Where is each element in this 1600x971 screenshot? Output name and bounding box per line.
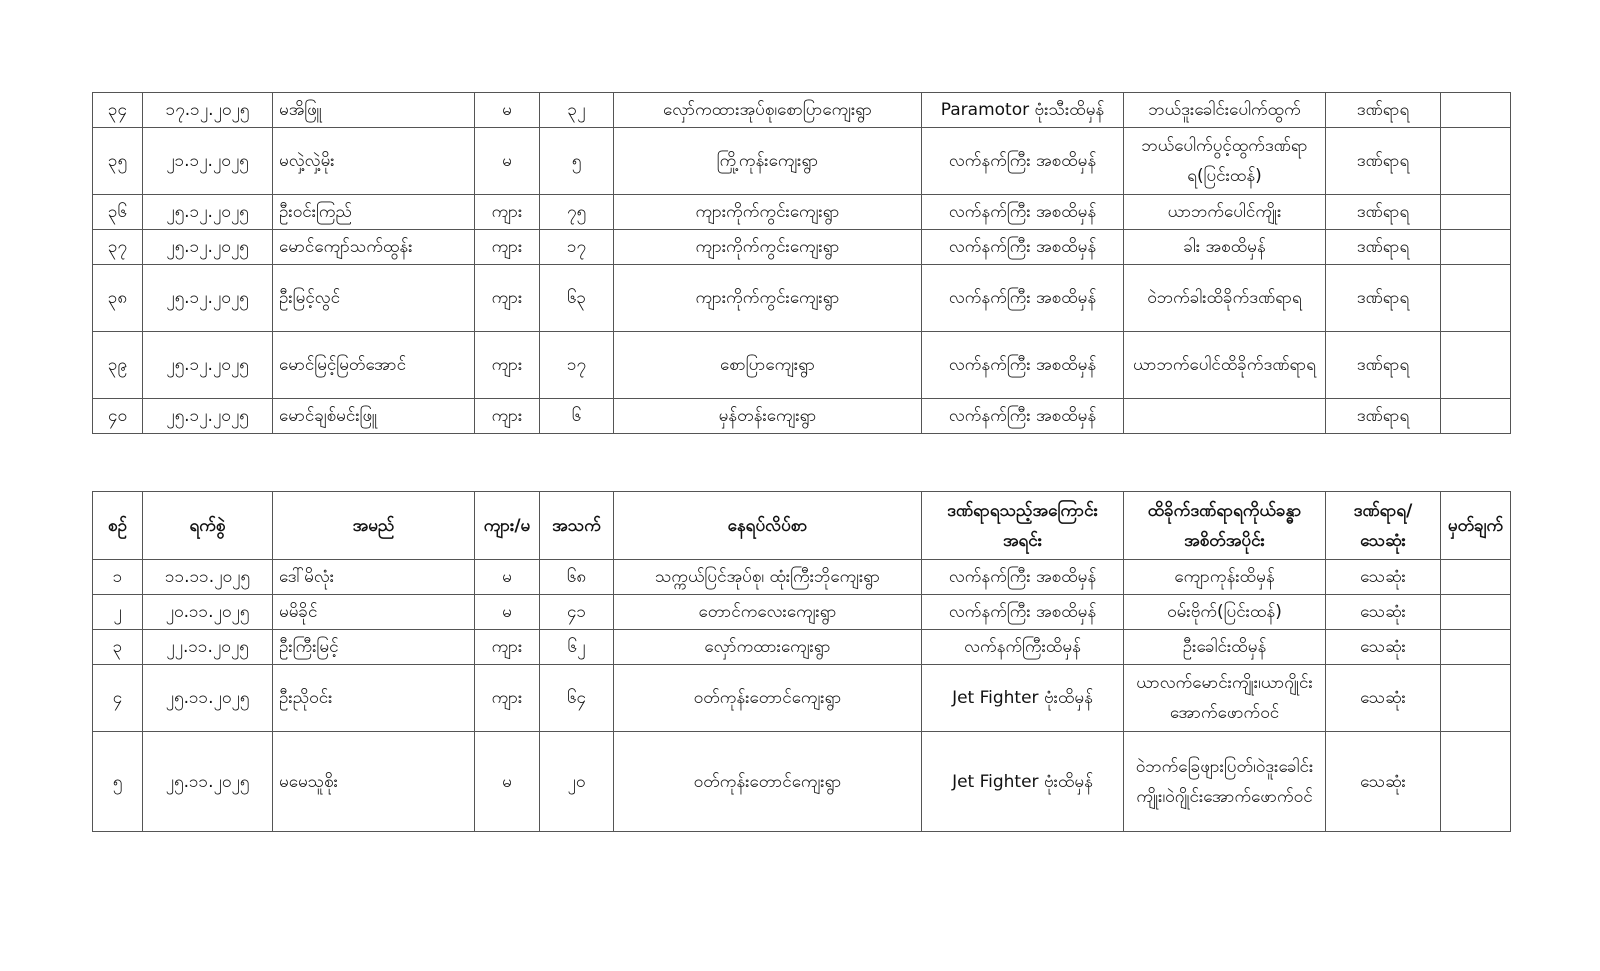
row-date: ၂၅.၁၂.၂၀၂၅ (143, 399, 273, 434)
table-row (93, 93, 1511, 128)
table-row (93, 128, 1511, 195)
row-name: ဦးညိုဝင်း (273, 665, 475, 732)
row-status: ဒဏ်ရာရ (1326, 265, 1441, 332)
row-age: ၆၂ (540, 630, 614, 665)
row-injury: ခါး အစထိမှန် (1124, 230, 1326, 265)
row-status: ဒဏ်ရာရ (1326, 195, 1441, 230)
header-cause: ဒဏ်ရာရသည့်အကြောင်းအရင်း (922, 492, 1124, 560)
row-gender: မ (475, 595, 540, 630)
row-remark (1441, 195, 1511, 230)
row-cause: လက်နက်ကြီး အစထိမှန် (922, 332, 1124, 399)
row-injury: ဝဲဘက်ခါးထိခိုက်ဒဏ်ရာရ (1124, 265, 1326, 332)
row-status: သေဆုံး (1326, 595, 1441, 630)
row-gender: ကျား (475, 230, 540, 265)
row-date: ၂၅.၁၂.၂၀၂၅ (143, 332, 273, 399)
row-cause: Jet Fighter ဗုံးထိမှန် (922, 665, 1124, 732)
row-cause: လက်နက်ကြီး အစထိမှန် (922, 195, 1124, 230)
row-remark (1441, 93, 1511, 128)
row-remark (1441, 630, 1511, 665)
row-address: ဝတ်ကုန်းတောင်ကျေးရွာ (614, 732, 922, 832)
row-injury: ဝမ်းဗိုက်(ပြင်းထန်) (1124, 595, 1326, 630)
row-cause: Jet Fighter ဗုံးထိမှန် (922, 732, 1124, 832)
row-age: ၆၄ (540, 665, 614, 732)
table-row (93, 265, 1511, 332)
row-address: စောပြာကျေးရွာ (614, 332, 922, 399)
row-number: ၄၀ (93, 399, 143, 434)
row-name: ဦးဝင်းကြည် (273, 195, 475, 230)
row-address: ကျားကိုက်ကွင်းကျေးရွာ (614, 230, 922, 265)
table-row (93, 230, 1511, 265)
row-age: ၃၂ (540, 93, 614, 128)
row-status: ဒဏ်ရာရ (1326, 230, 1441, 265)
header-age: အသက် (540, 492, 614, 560)
row-address: ကျားကိုက်ကွင်းကျေးရွာ (614, 265, 922, 332)
row-status: သေဆုံး (1326, 665, 1441, 732)
row-cause: လက်နက်ကြီး အစထိမှန် (922, 595, 1124, 630)
row-gender: ကျား (475, 665, 540, 732)
row-cause: Paramotor ဗုံးသီးထိမှန် (922, 93, 1124, 128)
row-name: ဦးမြင့်လွင် (273, 265, 475, 332)
row-status: သေဆုံး (1326, 732, 1441, 832)
table-row (93, 595, 1511, 630)
row-gender: မ (475, 93, 540, 128)
row-number: ၄ (93, 665, 143, 732)
row-address: ကြို့ကုန်းကျေးရွာ (614, 128, 922, 195)
row-address: ကျားကိုက်ကွင်းကျေးရွာ (614, 195, 922, 230)
row-date: ၂၅.၁၁.၂၀၂၅ (143, 732, 273, 832)
row-address: လှော်ကထားကျေးရွာ (614, 630, 922, 665)
row-injury: ဘယ်ပေါက်ပွင့်ထွက်ဒဏ်ရာရ(ပြင်းထန်) (1124, 128, 1326, 195)
row-gender: ကျား (475, 332, 540, 399)
row-remark (1441, 560, 1511, 595)
row-remark (1441, 332, 1511, 399)
table-row (93, 399, 1511, 434)
table-row (93, 332, 1511, 399)
deaths-table (92, 491, 1511, 832)
row-gender: ကျား (475, 265, 540, 332)
header-date: ရက်စွဲ (143, 492, 273, 560)
row-remark (1441, 732, 1511, 832)
row-injury: ယာဘက်ပေါင်ကျိုး (1124, 195, 1326, 230)
header-status: ဒဏ်ရာရ/သေဆုံး (1326, 492, 1441, 560)
table-row (93, 630, 1511, 665)
row-name: မောင်ချစ်မင်းဖြူ (273, 399, 475, 434)
row-address: ဝတ်ကုန်းတောင်ကျေးရွာ (614, 665, 922, 732)
row-injury: ယာဘက်ပေါင်ထိခိုက်ဒဏ်ရာရ (1124, 332, 1326, 399)
header-injury: ထိခိုက်ဒဏ်ရာရကိုယ်ခန္ဓာအစိတ်အပိုင်း (1124, 492, 1326, 560)
row-age: ၁၇ (540, 332, 614, 399)
row-gender: ကျား (475, 195, 540, 230)
row-date: ၂၁.၁၂.၂၀၂၅ (143, 128, 273, 195)
row-number: ၂ (93, 595, 143, 630)
header-number: စဉ် (93, 492, 143, 560)
row-age: ၆၃ (540, 265, 614, 332)
table-header-row (93, 492, 1511, 560)
row-age: ၄၁ (540, 595, 614, 630)
row-name: မလှဲ့လှဲ့မိုး (273, 128, 475, 195)
row-status: သေဆုံး (1326, 560, 1441, 595)
row-name: မမေသူစိုး (273, 732, 475, 832)
table-row (93, 665, 1511, 732)
row-injury: ဦးခေါင်းထိမှန် (1124, 630, 1326, 665)
row-name: မအိဖြူ (273, 93, 475, 128)
row-number: ၃၇ (93, 230, 143, 265)
row-age: ၇၅ (540, 195, 614, 230)
row-date: ၂၅.၁၂.၂၀၂၅ (143, 195, 273, 230)
row-age: ၅ (540, 128, 614, 195)
row-number: ၁ (93, 560, 143, 595)
header-gender: ကျား/မ (475, 492, 540, 560)
header-name: အမည် (273, 492, 475, 560)
row-injury (1124, 399, 1326, 434)
row-injury: ဘယ်ဒူးခေါင်းပေါက်ထွက် (1124, 93, 1326, 128)
row-gender: ကျား (475, 630, 540, 665)
row-address: တောင်ကလေးကျေးရွာ (614, 595, 922, 630)
table-row (93, 560, 1511, 595)
row-remark (1441, 265, 1511, 332)
row-gender: မ (475, 732, 540, 832)
row-number: ၃၅ (93, 128, 143, 195)
row-gender: မ (475, 560, 540, 595)
row-remark (1441, 665, 1511, 732)
row-name: မောင်မြင့်မြတ်အောင် (273, 332, 475, 399)
row-date: ၂၀.၁၁.၂၀၂၅ (143, 595, 273, 630)
row-address: လှော်ကထားအုပ်စု၊စောပြာကျေးရွာ (614, 93, 922, 128)
row-status: ဒဏ်ရာရ (1326, 128, 1441, 195)
row-age: ၆၈ (540, 560, 614, 595)
row-address: မှန်တန်းကျေးရွာ (614, 399, 922, 434)
header-remark: မှတ်ချက် (1441, 492, 1511, 560)
row-name: မမိခိုင် (273, 595, 475, 630)
row-name: ဦးကြီးမြင့် (273, 630, 475, 665)
row-date: ၁၁.၁၁.၂၀၂၅ (143, 560, 273, 595)
row-number: ၃၈ (93, 265, 143, 332)
row-remark (1441, 399, 1511, 434)
row-remark (1441, 595, 1511, 630)
table-row (93, 732, 1511, 832)
row-cause: လက်နက်ကြီး အစထိမှန် (922, 560, 1124, 595)
row-gender: ကျား (475, 399, 540, 434)
row-name: ဒေါ်မိလုံး (273, 560, 475, 595)
row-address: သက္ကယ်ပြင်အုပ်စု၊ ထုံးကြီးဘိုကျေးရွာ (614, 560, 922, 595)
row-remark (1441, 230, 1511, 265)
row-status: ဒဏ်ရာရ (1326, 93, 1441, 128)
row-date: ၂၂.၁၁.၂၀၂၅ (143, 630, 273, 665)
row-number: ၃၄ (93, 93, 143, 128)
row-remark (1441, 128, 1511, 195)
row-date: ၂၅.၁၂.၂၀၂၅ (143, 265, 273, 332)
row-cause: လက်နက်ကြီး အစထိမှန် (922, 265, 1124, 332)
row-name: မောင်ကျော်သက်ထွန်း (273, 230, 475, 265)
injured-table (92, 92, 1511, 434)
row-age: ၁၇ (540, 230, 614, 265)
row-number: ၃၉ (93, 332, 143, 399)
row-cause: လက်နက်ကြီးထိမှန် (922, 630, 1124, 665)
row-number: ၅ (93, 732, 143, 832)
row-injury: ကျောကုန်းထိမှန် (1124, 560, 1326, 595)
row-age: ၂၀ (540, 732, 614, 832)
row-number: ၃၆ (93, 195, 143, 230)
row-status: သေဆုံး (1326, 630, 1441, 665)
row-date: ၁၇.၁၂.၂၀၂၅ (143, 93, 273, 128)
row-status: ဒဏ်ရာရ (1326, 399, 1441, 434)
row-injury: ဝဲဘက်ခြေဖျားပြတ်၊ဝဲဒူးခေါင်းကျိုး၊ဝဲဂျိုင်းအောက်ဖောက်ဝင် (1124, 732, 1326, 832)
row-age: ၆ (540, 399, 614, 434)
row-status: ဒဏ်ရာရ (1326, 332, 1441, 399)
row-date: ၂၅.၁၁.၂၀၂၅ (143, 665, 273, 732)
row-cause: လက်နက်ကြီး အစထိမှန် (922, 128, 1124, 195)
row-cause: လက်နက်ကြီး အစထိမှန် (922, 230, 1124, 265)
row-gender: မ (475, 128, 540, 195)
header-address: နေရပ်လိပ်စာ (614, 492, 922, 560)
row-number: ၃ (93, 630, 143, 665)
table-row (93, 195, 1511, 230)
row-injury: ယာလက်မောင်းကျိုး၊ယာဂျိုင်းအောက်ဖောက်ဝင် (1124, 665, 1326, 732)
row-cause: လက်နက်ကြီး အစထိမှန် (922, 399, 1124, 434)
row-date: ၂၅.၁၂.၂၀၂၅ (143, 230, 273, 265)
